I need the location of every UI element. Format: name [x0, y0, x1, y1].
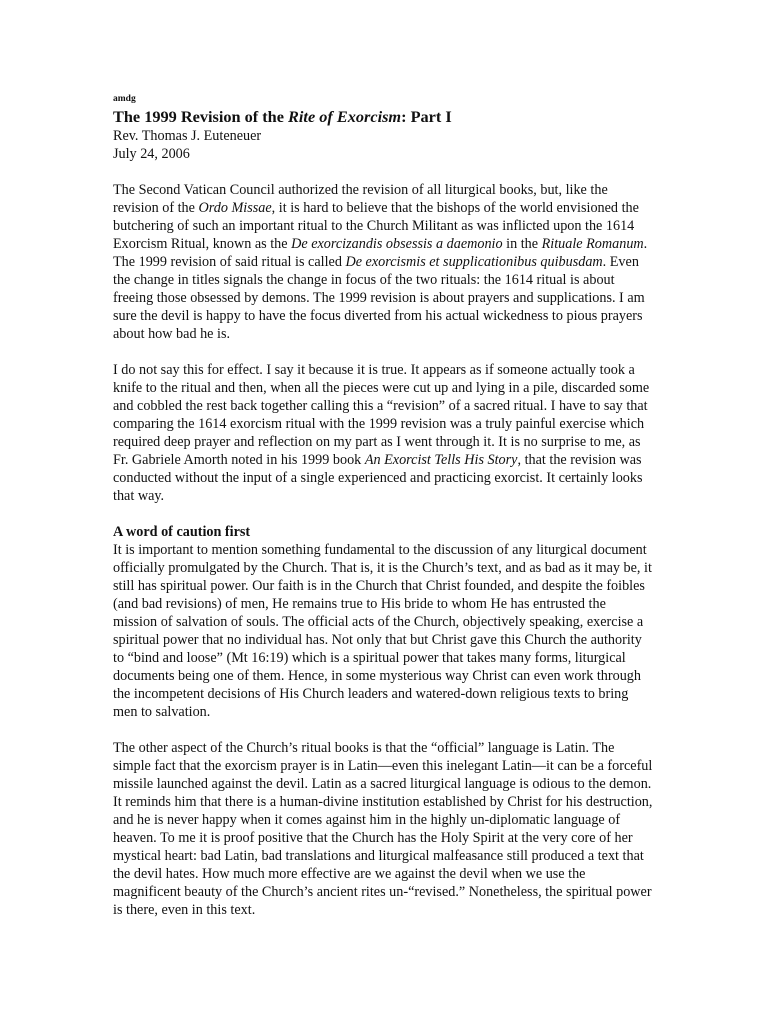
title-italic: Rite of Exorcism [288, 107, 402, 126]
paragraph-intro [113, 181, 653, 343]
spacer [113, 343, 653, 361]
title-suffix: : Part I [401, 107, 452, 126]
author-line: Rev. Thomas J. Euteneuer [113, 128, 262, 144]
italic-run: Ordo Missae [198, 200, 272, 216]
paragraph-effect [113, 361, 653, 505]
document-title [113, 107, 653, 127]
text-run: , that the revision was conducted without the input of a single experienced and practicing exorcist. It certainly looks that way. [113, 452, 643, 504]
paragraph-caution: It is important to mention something fundamental to the discussion of any liturgical document officially promulgated by the Church. That is, it is the Church’s text, and as bad as it may be, it still has spiritual power. Our faith is in the Church that Christ founded, and despite the foibles (and bad revisions) of men, He remains true to His bride to whom He has entrusted the mission of salvation of souls. The official acts of the Church, objectively speaking, exercise a spiritual power that no individual has. Not only that but Christ gave this Church the authority to “bind and loose” (Mt 16:19) which is a spiritual power that takes many forms, liturgical documents being one of them. Hence, in some mysterious way Christ can even work through the incompetent decisions of His Church leaders and watered-down religious texts to bring men to salvation. [113, 542, 652, 720]
spacer [113, 163, 653, 181]
document-tag: amdg [113, 94, 136, 104]
section-heading: A word of caution first [113, 524, 251, 540]
spacer [113, 505, 653, 523]
text-run: , it is hard to believe that the bishops of the world envisioned the butchering of such an important ritual to the Church Militant as was inflicted upon the 1614 Exorcism Ritual, known as the [113, 200, 639, 252]
text-run: I do not say this for effect. I say it because it is true. It appears as if someone actually took a knife to the ritual and then, when all the pieces were cut up and lying in a pile, discarded some and cobbled the rest back together calling this a “revision” of a sacred ritual. I have to say that comparing the 1614 exorcism ritual with the 1999 revision was a truly painful exercise which required deep prayer and reflection on my part as I went through it. It is no surprise to me, as Fr. Gabriele Amorth noted in his 1999 book [113, 362, 650, 468]
italic-run: De exorcizandis obsessis a daemonio [291, 236, 503, 252]
spacer [113, 721, 653, 739]
text-run: The Second Vatican Council authorized the revision of all liturgical books, but, like the revision of the [113, 182, 608, 216]
title-prefix: The 1999 Revision of the [113, 107, 289, 126]
text-run: in the [502, 236, 542, 252]
date-line: July 24, 2006 [113, 146, 190, 162]
italic-run: An Exorcist Tells His Story [364, 452, 518, 468]
italic-run: Rituale Romanum [541, 236, 644, 252]
text-run: . Even the change in titles signals the change in focus of the two rituals: the 1614 ritual is about freeing those obsessed by demons. The 1999 revision is about prayers and supplications. I am sure the devil is happy to have the focus diverted from his actual wickedness to pious prayers about how bad he is. [113, 254, 645, 342]
text-run: . The 1999 revision of said ritual is called [113, 236, 648, 270]
paragraph-latin: The other aspect of the Church’s ritual books is that the “official” language is Latin. The simple fact that the exorcism prayer is in Latin—even this inelegant Latin—it can be a forceful missile launched against the devil. Latin as a sacred liturgical language is odious to the demon. It reminds him that there is a human-divine institution established by Christ for his destruction, and he is never happy when it comes against him in the highly un-diplomatic language of heaven. To me it is proof positive that the Church has the Holy Spirit at the very core of her mystical heart: bad Latin, bad translations and liturgical malfeasance still produced a text that the devil hates. How much more effective are we against the devil when we use the magnificent beauty of the Church’s ancient rites un-“revised.” Nonetheless, the spiritual power is there, even in this text. [113, 740, 653, 918]
italic-run: De exorcismis et supplicationibus quibusdam [345, 254, 603, 270]
document-page [113, 94, 653, 919]
